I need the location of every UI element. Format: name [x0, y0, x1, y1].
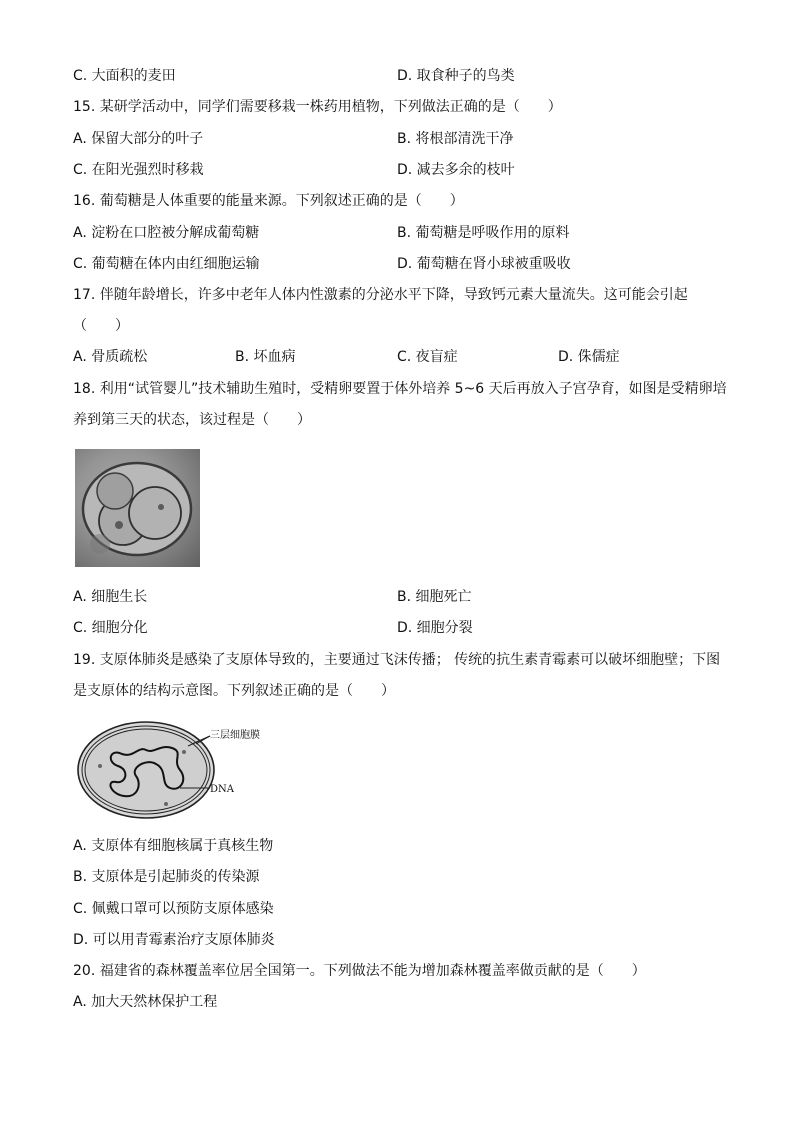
text-line-q16a: A. 淀粉在口腔被分解成葡萄糖 [73, 225, 260, 241]
text-line-q14c: C. 大面积的麦田 [73, 68, 176, 84]
text-line-q15: 15. 某研学活动中，同学们需要移栽一株药用植物，下列做法正确的是（ ） [73, 99, 562, 115]
text-line-q18c: C. 细胞分化 [73, 620, 148, 636]
text-line-q19a: A. 支原体有细胞核属于真核生物 [73, 838, 274, 854]
text-line-q15a: A. 保留大部分的叶子 [73, 131, 204, 147]
text-line-q16b: B. 葡萄糖是呼吸作用的原料 [397, 225, 570, 241]
mycoplasma-diagram [76, 718, 286, 826]
text-line-q17b2: （ ） [73, 318, 129, 334]
embryo-photo [75, 449, 200, 567]
text-line-q18b: B. 细胞死亡 [397, 589, 472, 605]
text-line-q19d: D. 可以用青霉素治疗支原体肺炎 [73, 932, 275, 948]
text-line-q19b2: 是支原体的结构示意图。下列叙述正确的是（ ） [73, 683, 395, 699]
text-line-q20a: A. 加大天然林保护工程 [73, 994, 218, 1010]
text-line-q19b: B. 支原体是引起肺炎的传染源 [73, 869, 260, 885]
text-line-q15b: B. 将根部清洗干净 [397, 131, 514, 147]
text-line-q18d: D. 细胞分裂 [397, 620, 473, 636]
text-line-q18b2: 养到第三天的状态，该过程是（ ） [73, 412, 311, 428]
text-line-q17d: D. 侏儒症 [558, 349, 620, 365]
text-line-q17: 17. 伴随年龄增长，许多中老年人体内性激素的分泌水平下降，导致钙元素大量流失。这可能会引起 [73, 287, 688, 303]
text-line-q14d: D. 取食种子的鸟类 [397, 68, 515, 84]
membrane-label: 三层细胞膜 [210, 730, 260, 741]
dna-label: DNA [210, 784, 234, 795]
text-line-q18a: A. 细胞生长 [73, 589, 148, 605]
text-line-q15c: C. 在阳光强烈时移栽 [73, 162, 204, 178]
text-line-q19c: C. 佩戴口罩可以预防支原体感染 [73, 901, 274, 917]
text-line-q17bb: B. 坏血病 [235, 349, 296, 365]
text-line-q19: 19. 支原体肺炎是感染了支原体导致的，主要通过飞沫传播； 传统的抗生素青霉素可以破坏细胞壁；下图 [73, 652, 721, 668]
text-line-q17a: A. 骨质疏松 [73, 349, 148, 365]
text-line-q15d: D. 减去多余的枝叶 [397, 162, 515, 178]
embryo-photo-drawing [75, 449, 200, 567]
text-line-q20: 20. 福建省的森林覆盖率位居全国第一。下列做法不能为增加森林覆盖率做贡献的是（ ） [73, 963, 646, 979]
text-line-q16d: D. 葡萄糖在肾小球被重吸收 [397, 256, 571, 272]
text-line-q18: 18. 利用“试管婴儿”技术辅助生殖时，受精卵要置于体外培养 5~6 天后再放入子宫孕育，如图是受精卵培 [73, 381, 727, 397]
text-line-q16c: C. 葡萄糖在体内由红细胞运输 [73, 256, 260, 272]
text-line-q16: 16. 葡萄糖是人体重要的能量来源。下列叙述正确的是（ ） [73, 193, 464, 209]
text-line-q17c: C. 夜盲症 [397, 349, 458, 365]
